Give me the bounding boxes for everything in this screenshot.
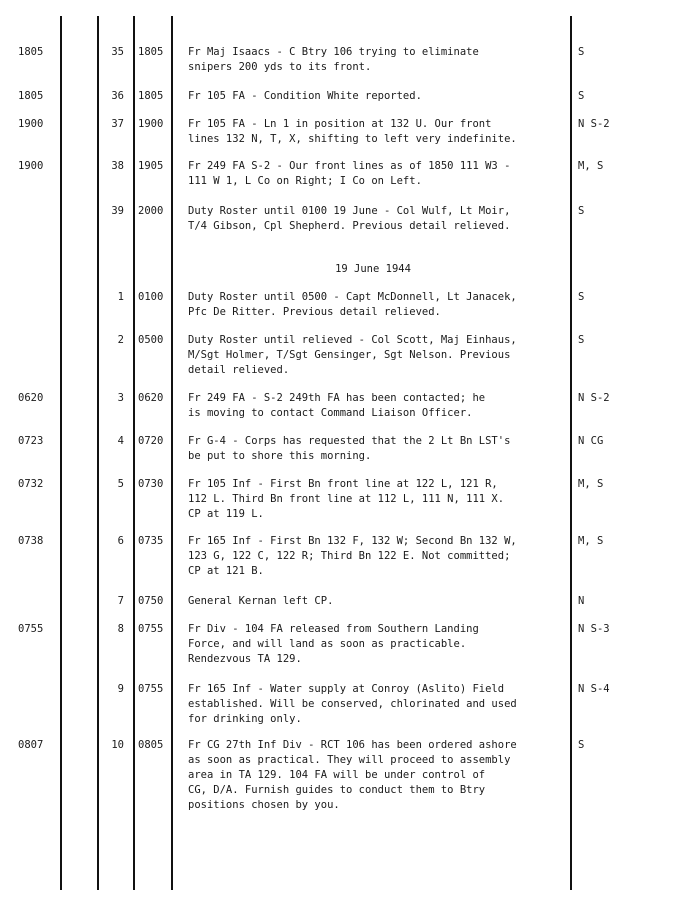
message: Fr G-4 - Corps has requested that the 2 Lt Bn LST's be put to shore this morning. [188,435,511,462]
time: 1905 [138,160,164,172]
disposition: S [578,739,585,751]
serial-number: 35 [111,46,124,58]
time: 0100 [138,291,164,303]
time: 2000 [138,205,164,217]
disposition: M, S [578,535,604,547]
time-in: 0755 [18,623,44,635]
disposition: M, S [578,160,604,172]
message: Fr 105 FA - Condition White reported. [188,90,422,102]
message: Fr 165 Inf - First Bn 132 F, 132 W; Second Bn 132 W, 123 G, 122 C, 122 R; Third Bn 122 E. Not committed; CP at 121 B. [188,535,517,577]
disposition: N S-3 [578,623,610,635]
time: 1805 [138,90,164,102]
message: Fr 249 FA - S-2 249th FA has been contacted; he is moving to contact Command Liaison Officer. [188,392,486,419]
disposition: S [578,334,585,346]
message: General Kernan left CP. [188,595,334,607]
serial-number: 9 [117,683,124,695]
time-in: 0723 [18,435,44,447]
time-in: 1900 [18,160,44,172]
time-in: 0620 [18,392,44,404]
rule-line-5 [570,16,572,890]
time-in: 1805 [18,46,44,58]
serial-number: 39 [111,205,124,217]
serial-number: 3 [117,392,124,404]
serial-number: 4 [117,435,124,447]
message: Fr Maj Isaacs - C Btry 106 trying to eliminate snipers 200 yds to its front. [188,46,479,73]
time-in: 0738 [18,535,44,547]
time-in: 1900 [18,118,44,130]
time: 0730 [138,478,164,490]
rule-line-4 [171,16,173,890]
time: 1805 [138,46,164,58]
serial-number: 8 [117,623,124,635]
time: 1900 [138,118,164,130]
disposition: S [578,205,585,217]
message: Duty Roster until 0100 19 June - Col Wulf, Lt Moir, T/4 Gibson, Cpl Shepherd. Previous detail relieved. [188,205,511,232]
time: 0500 [138,334,164,346]
serial-number: 38 [111,160,124,172]
message: Fr CG 27th Inf Div - RCT 106 has been ordered ashore as soon as practical. They will proceed to assembly area in TA 129. 104 FA will be under control of CG, D/A. Furnish guides to conduct them to Btry positions chosen by you. [188,739,517,811]
time-in: 0732 [18,478,44,490]
rule-line-1 [60,16,62,890]
serial-number: 37 [111,118,124,130]
message: Fr 105 Inf - First Bn front line at 122 L, 121 R, 112 L. Third Bn front line at 112 L, 111 N, 111 X. CP at 119 L. [188,478,505,520]
time-in: 0807 [18,739,44,751]
disposition: N S-4 [578,683,610,695]
disposition: S [578,90,585,102]
message: Fr 105 FA - Ln 1 in position at 132 U. Our front lines 132 N, T, X, shifting to left very indefinite. [188,118,517,145]
time: 0755 [138,683,164,695]
time: 0735 [138,535,164,547]
time: 0620 [138,392,164,404]
serial-number: 10 [111,739,124,751]
rule-line-3 [133,16,135,890]
message: Fr 165 Inf - Water supply at Conroy (Aslito) Field established. Will be conserved, chlorinated and used for drinking only. [188,683,517,725]
serial-number: 2 [117,334,124,346]
message: Fr Div - 104 FA released from Southern Landing Force, and will land as soon as practicable. Rendezvous TA 129. [188,623,479,665]
serial-number: 6 [117,535,124,547]
disposition: S [578,291,585,303]
disposition: N S-2 [578,118,610,130]
rule-line-2 [97,16,99,890]
disposition: M, S [578,478,604,490]
date-heading: 19 June 1944 [335,263,411,275]
serial-number: 36 [111,90,124,102]
message: Duty Roster until 0500 - Capt McDonnell, Lt Janacek, Pfc De Ritter. Previous detail relieved. [188,291,517,318]
time: 0755 [138,623,164,635]
time: 0720 [138,435,164,447]
time: 0805 [138,739,164,751]
disposition: S [578,46,585,58]
disposition: N S-2 [578,392,610,404]
disposition: N [578,595,585,607]
serial-number: 1 [117,291,124,303]
message: Duty Roster until relieved - Col Scott, Maj Einhaus, M/Sgt Holmer, T/Sgt Gensinger, Sgt Nelson. Previous detail relieved. [188,334,517,376]
serial-number: 5 [117,478,124,490]
time-in: 1805 [18,90,44,102]
time: 0750 [138,595,164,607]
serial-number: 7 [117,595,124,607]
message: Fr 249 FA S-2 - Our front lines as of 1850 111 W3 - 111 W 1, L Co on Right; I Co on Left. [188,160,511,187]
disposition: N CG [578,435,604,447]
